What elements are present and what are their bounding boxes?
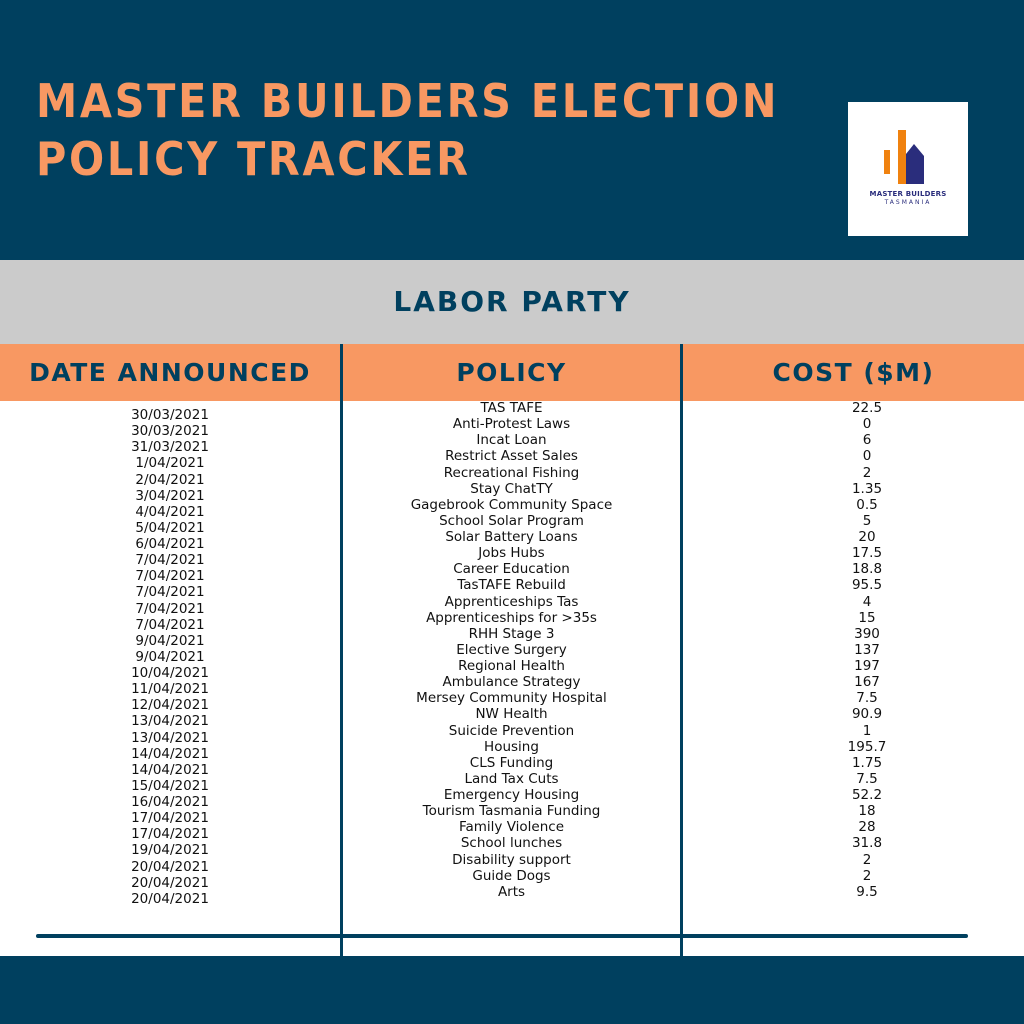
cost-cell: 1.35 [851,480,883,497]
date-cell: 20/04/2021 [131,874,209,891]
logo-orange-left [884,150,890,174]
policy-cell: Land Tax Cuts [464,770,559,787]
cost-cell: 28 [858,819,876,836]
policy-cell: Apprenticeships for >35s [426,609,597,626]
cost-cell: 197 [854,658,880,674]
policy-cell: Arts [497,883,526,900]
policy-column [343,400,680,900]
policy-cell: Solar Battery Loans [445,529,578,545]
date-cell: 9/04/2021 [135,648,205,665]
cost-cell: 4 [862,593,872,610]
date-cell: 30/03/2021 [131,407,209,423]
page-title [36,72,779,188]
cost-cell: 2 [862,464,872,481]
date-cell: 6/04/2021 [135,536,205,552]
policy-cell: Family Violence [458,819,565,836]
policy-cell: Housing [484,738,539,755]
date-cell: 7/04/2021 [135,552,205,569]
column-header-date: DATE ANNOUNCED [29,358,311,387]
policy-cell: RHH Stage 3 [468,625,555,642]
cost-cell: 22.5 [851,400,883,416]
date-cell: 15/04/2021 [131,777,209,794]
cost-cell: 18 [858,803,876,820]
date-cell: 13/04/2021 [131,729,209,746]
policy-cell: Career Education [453,561,570,578]
policy-cell: Emergency Housing [443,787,580,803]
date-cell: 16/04/2021 [131,794,209,810]
logo-subtitle: TASMANIA [884,199,932,206]
date-cell: 3/04/2021 [135,487,205,504]
date-cell: 12/04/2021 [131,697,209,714]
title-line-1: MASTER BUILDERS ELECTION [36,74,780,128]
date-column [0,407,340,907]
policy-cell: School Solar Program [439,512,584,529]
policy-cell: Regional Health [458,658,565,674]
date-cell: 4/04/2021 [135,503,205,520]
cost-cell: 7.5 [856,690,878,707]
cost-cell: 2 [862,851,872,868]
footer-band [0,956,1024,1024]
cost-cell: 18.8 [851,561,883,578]
cost-cell: 0 [862,416,872,433]
date-cell: 2/04/2021 [135,471,205,488]
date-cell: 20/04/2021 [131,858,209,875]
date-cell: 30/03/2021 [131,423,209,440]
cost-cell: 6 [862,432,872,449]
cost-cell: 90.9 [851,706,883,723]
title-line-2: POLICY TRACKER [36,132,471,186]
date-cell: 7/04/2021 [135,584,205,601]
policy-cell: Incat Loan [476,432,547,449]
policy-cell: Anti-Protest Laws [452,416,571,433]
date-cell: 14/04/2021 [131,761,209,778]
cost-column [683,400,1024,900]
cost-cell: 167 [854,674,880,691]
party-heading: LABOR PARTY [393,285,631,318]
building-logo-icon [884,130,932,186]
cost-cell: 0.5 [856,496,878,513]
cost-cell: 31.8 [851,835,883,852]
logo-orange-tower [898,130,906,184]
date-cell: 11/04/2021 [131,681,209,698]
policy-cell: Suicide Prevention [448,722,575,739]
master-builders-logo [848,102,968,236]
cost-cell: 9.5 [856,883,878,900]
policy-cell: Restrict Asset Sales [445,448,578,465]
cost-cell: 137 [854,641,880,658]
policy-cell: Jobs Hubs [478,545,545,562]
date-cell: 5/04/2021 [135,519,205,536]
cost-cell: 52.2 [851,787,883,803]
header-banner [0,0,1024,260]
date-cell: 31/03/2021 [131,439,209,456]
date-cell: 7/04/2021 [135,600,205,617]
policy-cell: Recreational Fishing [443,464,580,481]
cost-cell: 0 [862,448,872,465]
policy-cell: TasTAFE Rebuild [457,577,566,594]
policy-cell: Ambulance Strategy [442,674,581,691]
policy-cell: Apprenticeships Tas [444,593,579,610]
policy-cell: TAS TAFE [480,400,543,416]
date-cell: 20/04/2021 [131,890,209,907]
cost-cell: 195.7 [847,738,887,755]
date-cell: 1/04/2021 [135,455,205,472]
date-cell: 17/04/2021 [131,810,209,827]
date-cell: 19/04/2021 [131,842,209,859]
policy-cell: Mersey Community Hospital [416,690,607,707]
cost-cell: 17.5 [851,545,883,562]
policy-cell: Disability support [452,851,571,868]
policy-cell: Elective Surgery [456,641,567,658]
cost-cell: 390 [854,625,880,642]
logo-name: MASTER BUILDERS [869,190,947,198]
date-cell: 13/04/2021 [131,713,209,730]
policy-cell: Gagebrook Community Space [410,496,613,513]
column-header-policy: POLICY [456,358,567,387]
cost-cell: 15 [858,609,876,626]
policy-cell: CLS Funding [469,754,554,771]
cost-cell: 20 [858,529,876,545]
policy-cell: Tourism Tasmania Funding [422,803,601,820]
column-header-cost: COST ($M) [772,358,935,387]
date-cell: 14/04/2021 [131,745,209,762]
policy-cell: School lunches [460,835,563,852]
cost-cell: 95.5 [851,577,883,594]
policy-cell: NW Health [475,706,548,723]
bottom-rule [36,934,968,938]
date-cell: 7/04/2021 [135,616,205,633]
date-cell: 10/04/2021 [131,665,209,681]
cost-cell: 1.75 [851,754,883,771]
cost-cell: 2 [862,867,872,884]
cost-cell: 5 [862,512,872,529]
logo-purple-block [906,144,924,184]
policy-cell: Stay ChatTY [470,480,553,497]
cost-cell: 1 [862,722,872,739]
date-cell: 7/04/2021 [135,568,205,585]
policy-cell: Guide Dogs [472,867,551,884]
date-cell: 17/04/2021 [131,826,209,843]
cost-cell: 7.5 [856,770,878,787]
date-cell: 9/04/2021 [135,632,205,649]
